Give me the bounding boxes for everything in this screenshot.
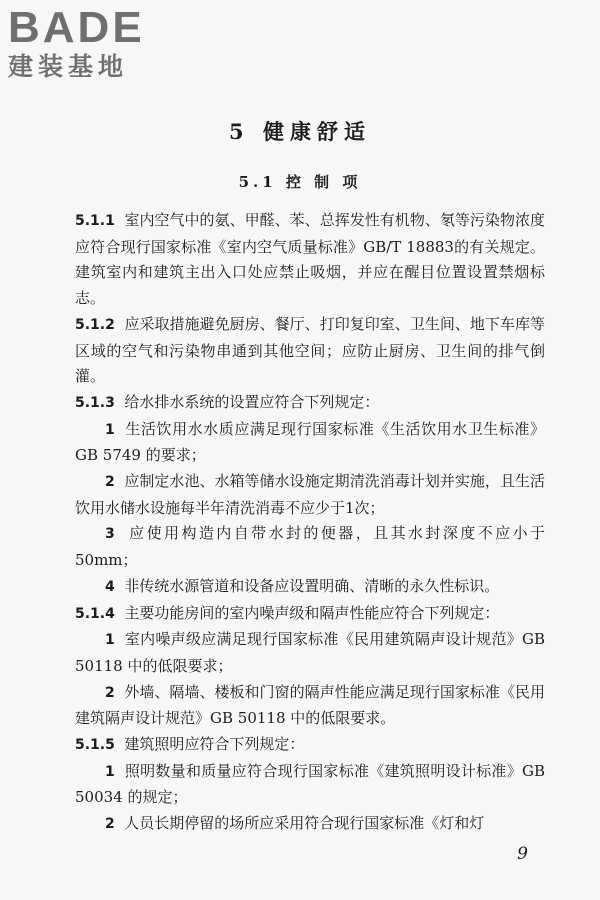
list-item xyxy=(75,417,545,469)
item-text: 室内噪声级应满足现行国家标准《民用建筑隔声设计规范》GB 50118 中的低限要求； xyxy=(75,630,545,675)
paragraph-text: 给水排水系统的设置应符合下列规定： xyxy=(124,392,380,411)
section-title: 5.1 控 制 项 xyxy=(238,173,362,191)
item-number: 2 xyxy=(105,816,115,833)
clause-number: 5.1.5 xyxy=(75,737,115,754)
paragraph xyxy=(75,312,545,390)
paragraph xyxy=(75,732,545,759)
paragraph-text: 主要功能房间的室内噪声级和隔声性能应符合下列规定： xyxy=(124,603,500,622)
item-text: 外墙、隔墙、楼板和门窗的隔声性能应满足现行国家标准《民用建筑隔声设计规范》GB 50118 中的低限要求。 xyxy=(75,682,545,728)
paragraph-text: 室内空气中的氨、甲醛、苯、总挥发性有机物、氡等污染物浓度应符合现行国家标准《室内空气质量标准》GB/T 18883的有关规定。建筑室内和建筑主出入口处应禁止吸烟，并应在醒目位置设置禁烟标志。 xyxy=(75,211,545,308)
bade-logo xyxy=(8,4,178,84)
clause-number: 5.1.4 xyxy=(75,605,115,622)
item-text: 照明数量和质量应符合现行国家标准《建筑照明设计标准》GB 50034 的规定； xyxy=(75,761,545,807)
item-text: 生活饮用水水质应满足现行国家标准《生活饮用水卫生标准》GB 5749 的要求； xyxy=(75,419,545,465)
item-text: 应使用构造内自带水封的便器，且其水封深度不应小于50mm； xyxy=(75,524,545,570)
paragraph-text: 建筑照明应符合下列规定： xyxy=(124,735,305,754)
chapter-title: 5 健康舒适 xyxy=(229,119,371,144)
clause-number: 5.1.1 xyxy=(75,213,115,229)
item-number: 4 xyxy=(105,578,115,595)
list-item xyxy=(75,680,545,732)
paragraph-text: 应采取措施避免厨房、餐厅、打印复印室、卫生间、地下车库等区域的空气和污染物串通到其他空间；应防止厨房、卫生间的排气倒灌。 xyxy=(75,314,545,386)
item-text: 人员长期停留的场所应采用符合现行国家标准《灯和灯 xyxy=(124,814,485,833)
document-body xyxy=(75,208,545,838)
list-item xyxy=(75,469,545,521)
item-text: 非传统水源管道和设备应设置明确、清晰的永久性标识。 xyxy=(124,576,500,595)
item-text: 应制定水池、水箱等储水设施定期清洗消毒计划并实施，且生活饮用水储水设施每半年清洗消毒不应少于1次； xyxy=(75,472,545,517)
item-number: 2 xyxy=(105,474,115,491)
clause-number: 5.1.2 xyxy=(75,316,115,333)
item-number: 1 xyxy=(105,632,115,649)
item-number: 3 xyxy=(105,526,115,543)
list-item xyxy=(75,574,545,601)
list-item xyxy=(75,521,545,573)
item-number: 1 xyxy=(105,763,115,780)
paragraph xyxy=(75,390,545,417)
clause-number: 5.1.3 xyxy=(75,394,115,411)
list-item xyxy=(75,759,545,811)
list-item xyxy=(75,811,545,838)
list-item xyxy=(75,627,545,679)
paragraph xyxy=(75,601,545,628)
item-number: 1 xyxy=(105,421,115,438)
page-number: 9 xyxy=(517,844,528,864)
paragraph xyxy=(75,208,545,312)
logo-subtitle: 建装基地 xyxy=(8,52,129,81)
item-number: 2 xyxy=(105,684,115,701)
logo-wordmark: BADE xyxy=(8,3,145,52)
